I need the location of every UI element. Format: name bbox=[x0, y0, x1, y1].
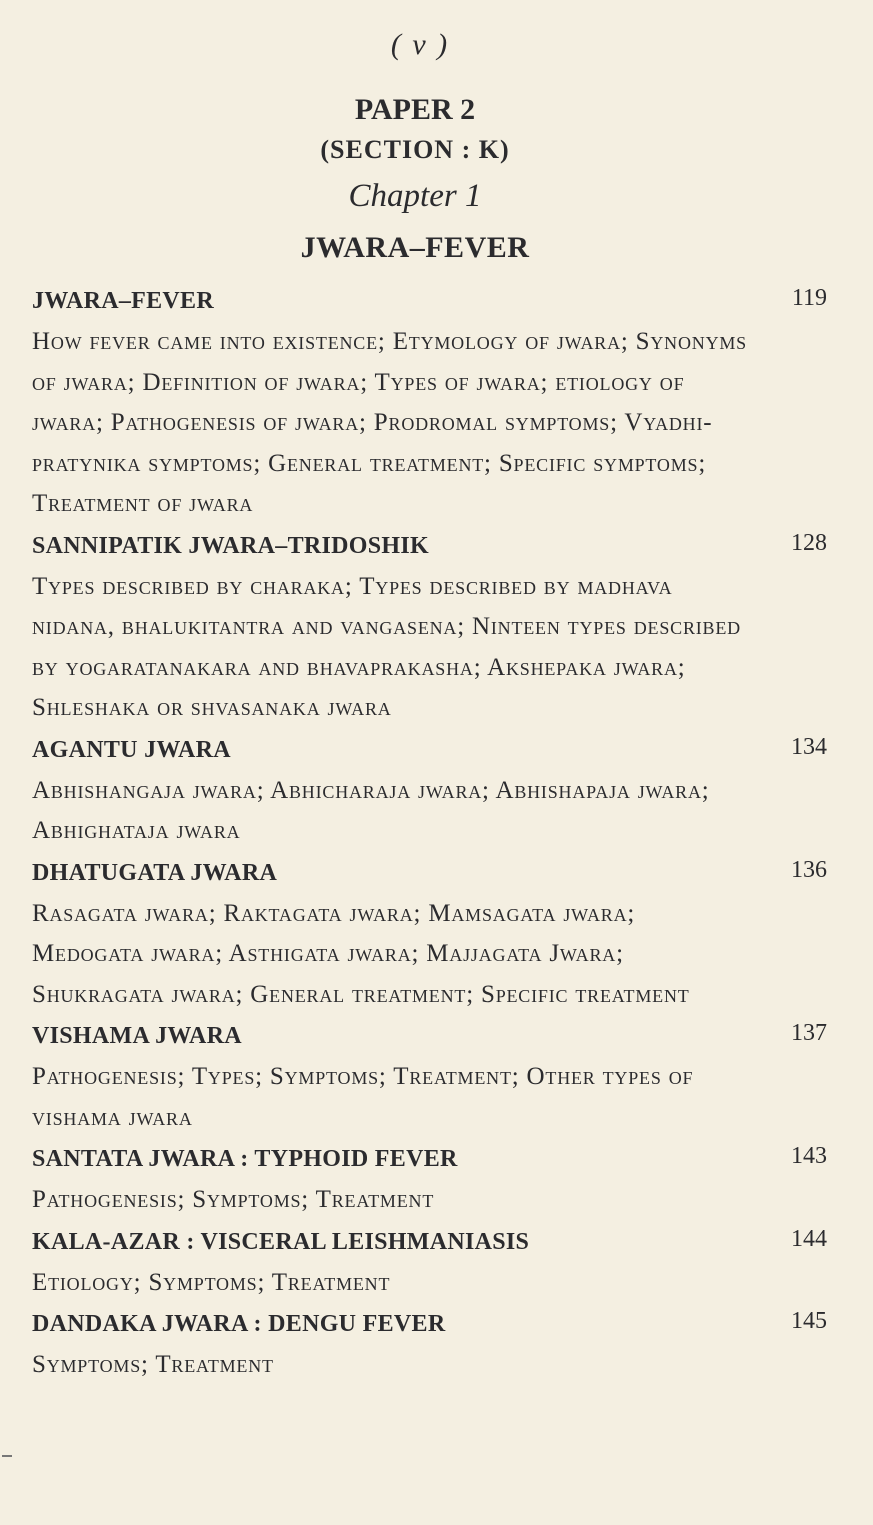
toc-entry-page-number: 128 bbox=[791, 529, 827, 556]
margin-tick-mark bbox=[2, 1455, 12, 1457]
toc-entry-topics: How fever came into existence; Etymology of jwara; Synonyms of jwara; Definition of jwara; Types of jwara; etiology of jwara; Pathogenesis of jwara; Prodromal symptoms; Vyadhi-pratynika symptoms; General treatment; Specific symptoms; Treatment of jwara bbox=[32, 328, 747, 517]
toc-entry bbox=[32, 852, 827, 1016]
toc-entry-title: DHATUGATA JWARA bbox=[32, 859, 278, 886]
toc-entry bbox=[32, 1015, 827, 1138]
toc-entry bbox=[32, 525, 827, 729]
toc-entry-title: AGANTU JWARA bbox=[32, 736, 231, 763]
toc-entry-page-number: 134 bbox=[791, 733, 827, 760]
table-of-contents bbox=[32, 280, 827, 1386]
toc-entry bbox=[32, 1303, 827, 1386]
toc-entry-page-number: 137 bbox=[791, 1020, 827, 1046]
toc-entry-topics: Symptoms; Treatment bbox=[32, 1351, 274, 1378]
toc-entry-title: SANTATA JWARA : TYPHOID FEVER bbox=[32, 1146, 458, 1172]
toc-entry-topics: Abhishangaja jwara; Abhicharaja jwara; Abhishapaja jwara; Abhighataja jwara bbox=[32, 776, 710, 844]
toc-entry-topics: Rasagata jwara; Raktagata jwara; Mamsagata jwara; Medogata jwara; Asthigata jwara; Majjagata Jwara; Shukragata jwara; General treatment; Specific treatment bbox=[32, 899, 690, 1008]
toc-entry-title: VISHAMA JWARA bbox=[32, 1023, 242, 1049]
chapter-heading bbox=[0, 90, 830, 274]
toc-entry-page-number: 119 bbox=[791, 285, 827, 311]
toc-entry-title: SANNIPATIK JWARA–TRIDOSHIK bbox=[32, 532, 429, 559]
toc-entry-title: JWARA–FEVER bbox=[32, 288, 214, 314]
toc-entry-topics: Pathogenesis; Symptoms; Treatment bbox=[32, 1186, 435, 1213]
section-title: (SECTION : K) bbox=[320, 135, 510, 164]
toc-entry-page-number: 144 bbox=[791, 1225, 827, 1252]
toc-entry bbox=[32, 729, 827, 852]
toc-entry-page-number: 136 bbox=[791, 856, 827, 883]
toc-entry-page-number: 143 bbox=[791, 1143, 827, 1169]
toc-entry-page-number: 145 bbox=[791, 1308, 827, 1334]
paper-title: PAPER 2 bbox=[354, 93, 476, 126]
toc-entry-title: DANDAKA JWARA : DENGU FEVER bbox=[32, 1311, 446, 1337]
toc-entry-topics: Pathogenesis; Types; Symptoms; Treatment; Other types of vishama jwara bbox=[32, 1063, 694, 1131]
chapter-main-title: JWARA–FEVER bbox=[300, 231, 530, 264]
toc-entry bbox=[32, 1138, 827, 1221]
toc-entry-topics: Types described by charaka; Types described by madhava nidana, bhalukitantra and vangasena; Ninteen types described by yogaratanakara and bhavaprakasha; Akshepaka jwara; Shleshaka or shvasanaka jwara bbox=[32, 572, 741, 721]
chapter-title: Chapter 1 bbox=[348, 178, 482, 214]
page-folio: ( v ) bbox=[390, 28, 450, 61]
toc-entry-title: KALA-AZAR : VISCERAL LEISHMANIASIS bbox=[32, 1228, 530, 1255]
toc-entry bbox=[32, 280, 827, 525]
toc-entry-topics: Etiology; Symptoms; Treatment bbox=[32, 1268, 391, 1296]
toc-entry bbox=[32, 1221, 827, 1304]
